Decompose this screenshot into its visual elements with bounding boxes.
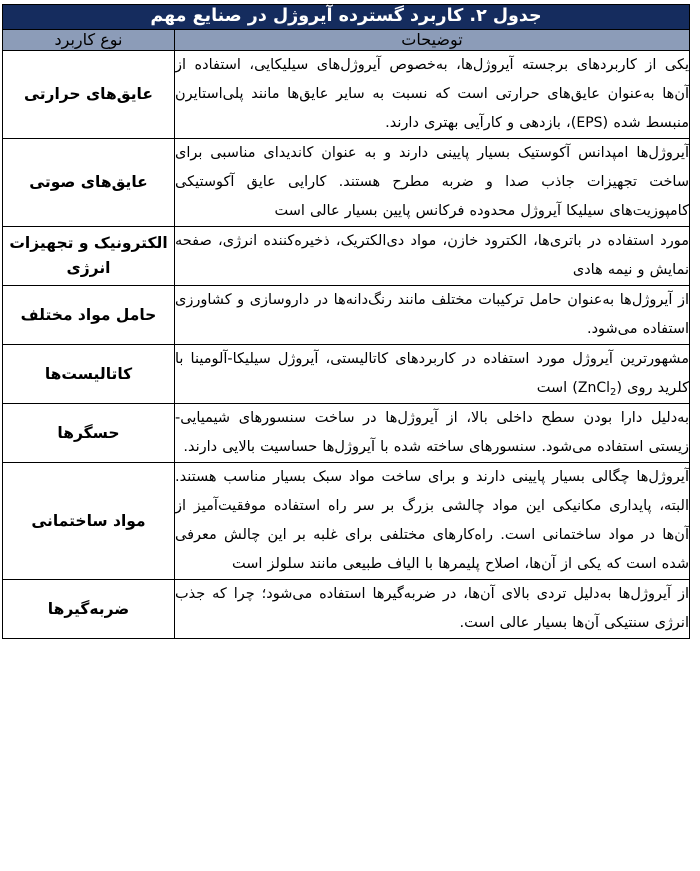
chemical-formula: ZnCl$_2$ <box>577 380 617 399</box>
description-text: از آیروژل‌ها به‌عنوان حامل ترکیبات مختلف مانند رنگ‌دانه‌ها در داروسازی و کشاورزی استفاده می‌شود. <box>175 292 689 338</box>
table-head <box>3 5 690 51</box>
table-title-row <box>3 5 690 30</box>
table-row <box>3 345 690 404</box>
description-text: مورد استفاده در باتری‌ها، الکترود خازن، مواد دی‌الکتریک، ذخیره‌کننده انرژی، صفحه نمایش و نیمه هادی <box>175 233 689 279</box>
formula-subscript: 2 <box>610 387 617 399</box>
cell-description <box>175 404 690 463</box>
table-row <box>3 463 690 580</box>
aerogel-applications-table <box>2 4 690 639</box>
application-label: عایق‌های حرارتی <box>24 85 153 104</box>
table-header-row <box>3 29 690 51</box>
cell-description <box>175 580 690 639</box>
cell-description <box>175 139 690 227</box>
cell-application-type <box>3 227 175 286</box>
cell-application-type <box>3 404 175 463</box>
description-text: آیروژل‌ها امپدانس آکوستیک بسیار پایینی دارند و به عنوان کاندیدای مناسبی برای ساخت تجهیزات جاذب صدا و ضربه مطرح هستند. کارایی عایق آکوستیکی کامپوزیت‌های سیلیکا آیروژل محدوده فرکانس پایین بسیار عالی است <box>175 145 689 220</box>
cell-description <box>175 227 690 286</box>
table-row <box>3 227 690 286</box>
table-title: جدول ۲. کاربرد گسترده آیروژل در صنایع مهم <box>3 5 690 30</box>
table-row <box>3 286 690 345</box>
cell-description <box>175 286 690 345</box>
cell-application-type <box>3 345 175 404</box>
table-row <box>3 139 690 227</box>
cell-description <box>175 51 690 139</box>
description-text: مشهورترین آیروژل مورد استفاده در کاربردهای کاتالیستی، آیروژل سیلیکا-آلومینا با کلرید روی (ZnCl$_2$) است <box>175 351 689 399</box>
column-header-application: نوع کاربرد <box>3 29 175 51</box>
cell-application-type <box>3 463 175 580</box>
application-label: عایق‌های صوتی <box>29 173 148 192</box>
cell-application-type <box>3 139 175 227</box>
cell-application-type <box>3 580 175 639</box>
application-label: حسگرها <box>57 423 120 442</box>
application-label: الکترونیک و تجهیزات انرژی <box>9 233 168 278</box>
cell-application-type <box>3 286 175 345</box>
description-text: به‌دلیل دارا بودن سطح داخلی بالا، از آیروژل‌ها در ساخت سنسورهای شیمیایی-زیستی استفاده می‌شود. سنسورهای ساخته شده با آیروژل‌ها حساسیت بالایی دارند. <box>175 410 689 456</box>
table-row <box>3 404 690 463</box>
description-text: از آیروژل‌ها به‌دلیل تردی بالای آن‌ها، در ضربه‌گیرها استفاده می‌شود؛ چرا که جذب انرژی سنتیکی آن‌ها بسیار عالی است. <box>175 586 689 632</box>
application-label: حامل مواد مختلف <box>20 305 157 324</box>
application-label: کاتالیست‌ها <box>44 364 133 383</box>
chemical-formula: EPS <box>576 115 603 132</box>
table-row <box>3 51 690 139</box>
column-header-description: توضیحات <box>175 29 690 51</box>
cell-description <box>175 345 690 404</box>
table-row <box>3 580 690 639</box>
application-label: ضربه‌گیرها <box>47 599 130 618</box>
table-body <box>3 51 690 639</box>
description-text: آیروژل‌ها چگالی بسیار پایینی دارند و برای ساخت مواد سبک بسیار مناسب هستند. البته، پایداری مکانیکی این مواد چالشی بزرگ بر سر راه استفاده موفقیت‌آمیز از آن‌ها در مواد ساختمانی است. راه‌کارهای مختلفی برای غلبه بر این چالش معرفی شده است که یکی از آن‌ها، اصلاح پلیمرها با الیاف طبیعی مانند سلولز است <box>175 469 689 573</box>
cell-description <box>175 463 690 580</box>
cell-application-type <box>3 51 175 139</box>
description-text: یکی از کاربردهای برجسته آیروژل‌ها، به‌خصوص آیروژل‌های سیلیکایی، استفاده از آن‌ها به‌عنوان عایق‌های حرارتی است که نسبت به سایر عایق‌ها مانند پلی‌استایرن منبسط شده (EPS)، بازدهی و کارآیی بهتری دارند. <box>175 57 689 132</box>
application-label: مواد ساختمانی <box>31 511 146 530</box>
